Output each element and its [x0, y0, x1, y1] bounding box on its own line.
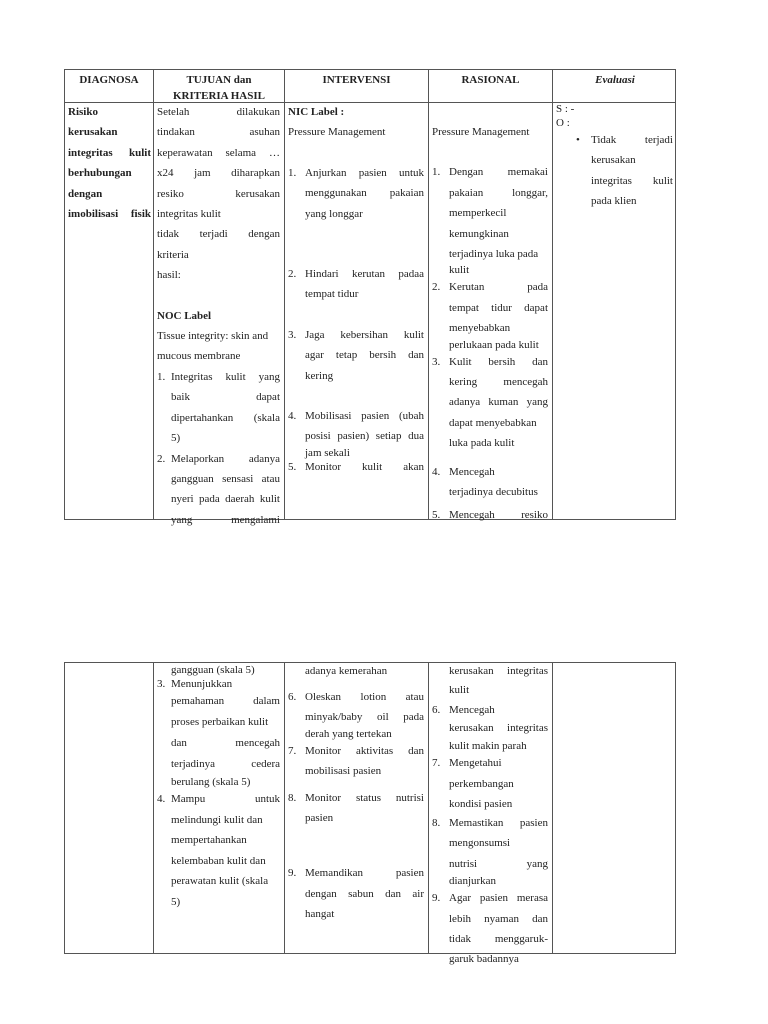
rasional-line: Mencegah resiko	[449, 508, 548, 521]
rasional-item	[432, 888, 548, 970]
intervention-item	[288, 788, 424, 829]
intervention-item	[288, 741, 424, 782]
rasional-cont-line: kulit	[449, 684, 470, 696]
noc-item-line: yang mengalami	[171, 513, 280, 526]
rasional-item	[432, 162, 548, 277]
eval-bullet-item	[556, 130, 673, 212]
rasional-line: perkembangan	[449, 778, 514, 790]
intervention-number: 2.	[288, 268, 297, 281]
rasional-number: 4.	[432, 465, 441, 478]
noc-desc-line: mucous membrane	[157, 350, 241, 363]
noc-item-line: dan mencegah	[171, 737, 280, 749]
noc-item-line: Menunjukkan	[171, 678, 233, 690]
rasional-item	[432, 462, 548, 503]
intervention-number: 5.	[288, 460, 297, 473]
noc-item-line: dipertahankan (skala	[171, 411, 280, 424]
rasional-item	[432, 755, 548, 813]
rasional-line: kering mencegah	[449, 376, 548, 389]
eval-line: kerusakan	[591, 154, 636, 167]
care-plan-table-page1	[64, 69, 676, 526]
noc-item-line: Melaporkan adanya	[171, 452, 280, 465]
rasional-line: kemungkinan	[449, 227, 509, 240]
intervention-line: Mobilisasi pasien (ubah	[305, 410, 424, 423]
rasional-number: 1.	[432, 166, 441, 179]
header-evaluasi: Evaluasi	[595, 74, 635, 86]
bullet-icon: •	[576, 134, 580, 146]
noc-item-line: nyeri pada daerah kulit	[171, 493, 280, 506]
rasional-cell-cont	[432, 663, 548, 970]
tujuan-line: x24 jam diharapkan	[157, 167, 280, 180]
nic-label: NIC Label :	[288, 106, 345, 118]
nic-title: Pressure Management	[288, 126, 386, 139]
rasional-item	[432, 277, 548, 351]
rasional-line: dianjurkan	[449, 875, 497, 888]
tujuan-line: integritas kulit	[157, 208, 221, 221]
intervention-line: posisi pasien) setiap dua	[305, 430, 424, 443]
noc-item-number: 2.	[157, 452, 166, 465]
intervensi-cell-cont	[288, 663, 424, 925]
intervention-number: 3.	[288, 328, 297, 341]
rasional-number: 3.	[432, 355, 441, 368]
intervention-line: derah yang tertekan	[305, 727, 392, 740]
tujuan-line: tidak terjadi dengan	[157, 228, 280, 241]
rasional-number: 7.	[432, 757, 441, 769]
intervention-number: 9.	[288, 867, 297, 880]
intervention-line: Memandikan pasien	[305, 867, 424, 880]
tujuan-line: tindakan asuhan	[157, 126, 280, 139]
rasional-line: nutrisi yang	[449, 857, 548, 870]
rasional-line: Agar pasien merasa	[449, 892, 548, 905]
noc-item	[157, 789, 280, 912]
rasional-number: 5.	[432, 508, 441, 521]
rasional-line: pakaian longgar,	[449, 186, 548, 199]
rasional-line: Kerutan pada	[449, 281, 548, 294]
rasional-line: tidak menggaruk-	[449, 933, 548, 946]
intervention-number: 4.	[288, 410, 297, 423]
intervention-item	[288, 406, 424, 460]
rasional-line: luka pada kulit	[449, 437, 515, 450]
intervention-line: yang longgar	[305, 207, 363, 220]
care-plan-table-page2	[64, 662, 676, 966]
rasional-line: kulit	[449, 264, 470, 277]
intervention-line: Monitor status nutrisi	[305, 791, 424, 804]
noc-item-line: 5)	[171, 895, 181, 908]
noc-label: NOC Label	[157, 309, 212, 322]
rasional-number: 8.	[432, 817, 441, 829]
noc-item	[157, 677, 280, 789]
noc-item-number: 1.	[157, 370, 166, 383]
intervention-line: Anjurkan pasien untuk	[305, 166, 424, 179]
eval-line: Tidak terjadi	[591, 134, 673, 146]
intervention-item	[288, 325, 424, 386]
noc-item-line: mempertahankan	[171, 834, 247, 846]
eval-o: O :	[556, 117, 570, 129]
header-rasional: RASIONAL	[461, 74, 520, 86]
rasional-number: 2.	[432, 281, 441, 294]
eval-s: S : -	[556, 103, 575, 115]
tujuan-line: Setelah dilakukan	[157, 106, 280, 118]
intervention-item	[288, 863, 424, 924]
rasional-line: perlukaan pada kulit	[449, 338, 539, 351]
diagnosa-line: berhubungan	[68, 167, 132, 180]
diagnosa-line: kerusakan	[68, 126, 118, 139]
intervention-line: kering	[305, 369, 334, 382]
intervention-number: 7.	[288, 744, 297, 757]
noc-item-line: perawatan kulit (skala	[171, 875, 269, 887]
rasional-cont-line: kerusakan integritas	[449, 665, 548, 677]
header-intervensi: INTERVENSI	[322, 74, 391, 86]
rasional-item	[432, 505, 548, 525]
rasional-line: Mencegah	[449, 704, 495, 716]
noc-item-number: 3.	[157, 678, 166, 690]
noc-item-line: berulang (skala 5)	[171, 776, 251, 788]
tujuan-cont-line: gangguan (skala 5)	[171, 664, 255, 676]
rasional-line: Mengetahui	[449, 757, 502, 769]
tujuan-line: kriteria	[157, 248, 189, 261]
noc-desc-line: Tissue integrity: skin and	[157, 330, 269, 343]
rasional-line: terjadinya decubitus	[449, 486, 538, 499]
noc-item-line: Mampu untuk	[171, 793, 280, 805]
rasional-line: tempat tidur dapat	[449, 301, 548, 314]
tujuan-cell-cont	[157, 663, 280, 912]
intervention-line: dengan sabun dan air	[305, 887, 424, 900]
intervention-line: pasien	[305, 812, 334, 825]
noc-item-line: kelembaban kulit dan	[171, 854, 266, 867]
rasional-line: kondisi pasien	[449, 798, 513, 810]
noc-item-line: terjadinya cedera	[171, 758, 280, 770]
header-diagnosa: DIAGNOSA	[79, 74, 139, 86]
intervention-line: minyak/baby oil pada	[305, 711, 424, 724]
rasional-line: terjadinya luka pada	[449, 248, 539, 261]
rasional-line: Memastikan pasien	[449, 817, 548, 829]
intervention-line: tempat tidur	[305, 288, 359, 301]
intervention-line: hangat	[305, 908, 335, 921]
rasional-line: lebih nyaman dan	[449, 912, 548, 925]
rasional-line: menyebabkan	[449, 322, 511, 335]
noc-item-line: Integritas kulit yang	[171, 370, 280, 383]
noc-item-line: melindungi kulit dan	[171, 813, 263, 826]
evaluasi-cell	[556, 102, 673, 212]
intervention-number: 8.	[288, 791, 297, 804]
intervention-line: menggunakan pakaian	[305, 187, 424, 200]
noc-item-number: 4.	[157, 793, 166, 805]
intervention-number: 6.	[288, 691, 297, 703]
rasional-cont	[432, 663, 548, 701]
intervention-item	[288, 163, 424, 224]
rasional-line: dapat menyebabkan	[449, 416, 537, 429]
intervention-number: 1.	[288, 166, 297, 179]
rasional-line: Kulit bersih dan	[449, 355, 548, 368]
rasional-item	[432, 813, 548, 888]
noc-item	[157, 449, 280, 531]
rasional-line: mengonsumsi	[449, 837, 511, 850]
diagnosa-line: integritas kulit	[68, 146, 151, 159]
noc-item-line: baik dapat	[171, 391, 280, 404]
intervention-item	[288, 687, 424, 741]
intervention-line: jam sekali	[305, 446, 350, 459]
tujuan-line: keperawatan selama …	[157, 146, 280, 159]
rasional-number: 9.	[432, 892, 441, 905]
noc-item	[157, 367, 280, 449]
intervention-line: Hindari kerutan padaa	[305, 268, 424, 281]
intervention-line: Jaga kebersihan kulit	[305, 328, 424, 341]
intervention-line: agar tetap bersih dan	[305, 349, 424, 362]
rasional-item	[432, 352, 548, 454]
rasional-line: Dengan memakai	[449, 166, 548, 179]
noc-item-line: gangguan sensasi atau	[171, 472, 280, 485]
intervention-line: mobilisasi pasien	[305, 765, 382, 778]
rasional-line: kulit makin parah	[449, 740, 527, 752]
rasional-title: Pressure Management	[432, 126, 530, 138]
diagnosa-line: imobilisasi fisik	[68, 208, 151, 221]
intervention-item	[288, 460, 424, 474]
intervention-item	[288, 264, 424, 305]
rasional-line: adanya kuman yang	[449, 396, 548, 409]
tujuan-line: resiko kerusakan	[157, 187, 280, 200]
header-tujuan: TUJUAN dan KRITERIA HASIL	[172, 74, 265, 102]
intervention-line: Monitor aktivitas dan	[305, 744, 424, 757]
intervensi-cont-line: adanya kemerahan	[305, 665, 388, 677]
diagnosa-line: dengan	[68, 187, 103, 200]
diagnosa-line: Risiko	[68, 106, 98, 118]
rasional-line: kerusakan integritas	[449, 722, 548, 734]
rasional-line: garuk badannya	[449, 953, 519, 966]
rasional-line: memperkecil	[449, 207, 507, 220]
intervensi-cell	[288, 102, 424, 474]
eval-line: pada klien	[591, 195, 637, 208]
diagnosa-cell	[68, 102, 151, 224]
intervention-line: Monitor kulit akan	[305, 460, 424, 473]
tujuan-cell	[157, 102, 280, 530]
rasional-cell	[432, 102, 548, 525]
rasional-item	[432, 701, 548, 755]
noc-item-line: pemahaman dalam	[171, 695, 280, 707]
rasional-line: Mencegah	[449, 465, 495, 478]
noc-item-line: 5)	[171, 432, 181, 445]
noc-item-line: proses perbaikan kulit	[171, 716, 269, 728]
rasional-number: 6.	[432, 704, 441, 716]
eval-line: integritas kulit	[591, 174, 673, 187]
intervention-line: Oleskan lotion atau	[305, 691, 424, 703]
tujuan-line: hasil:	[157, 269, 181, 282]
